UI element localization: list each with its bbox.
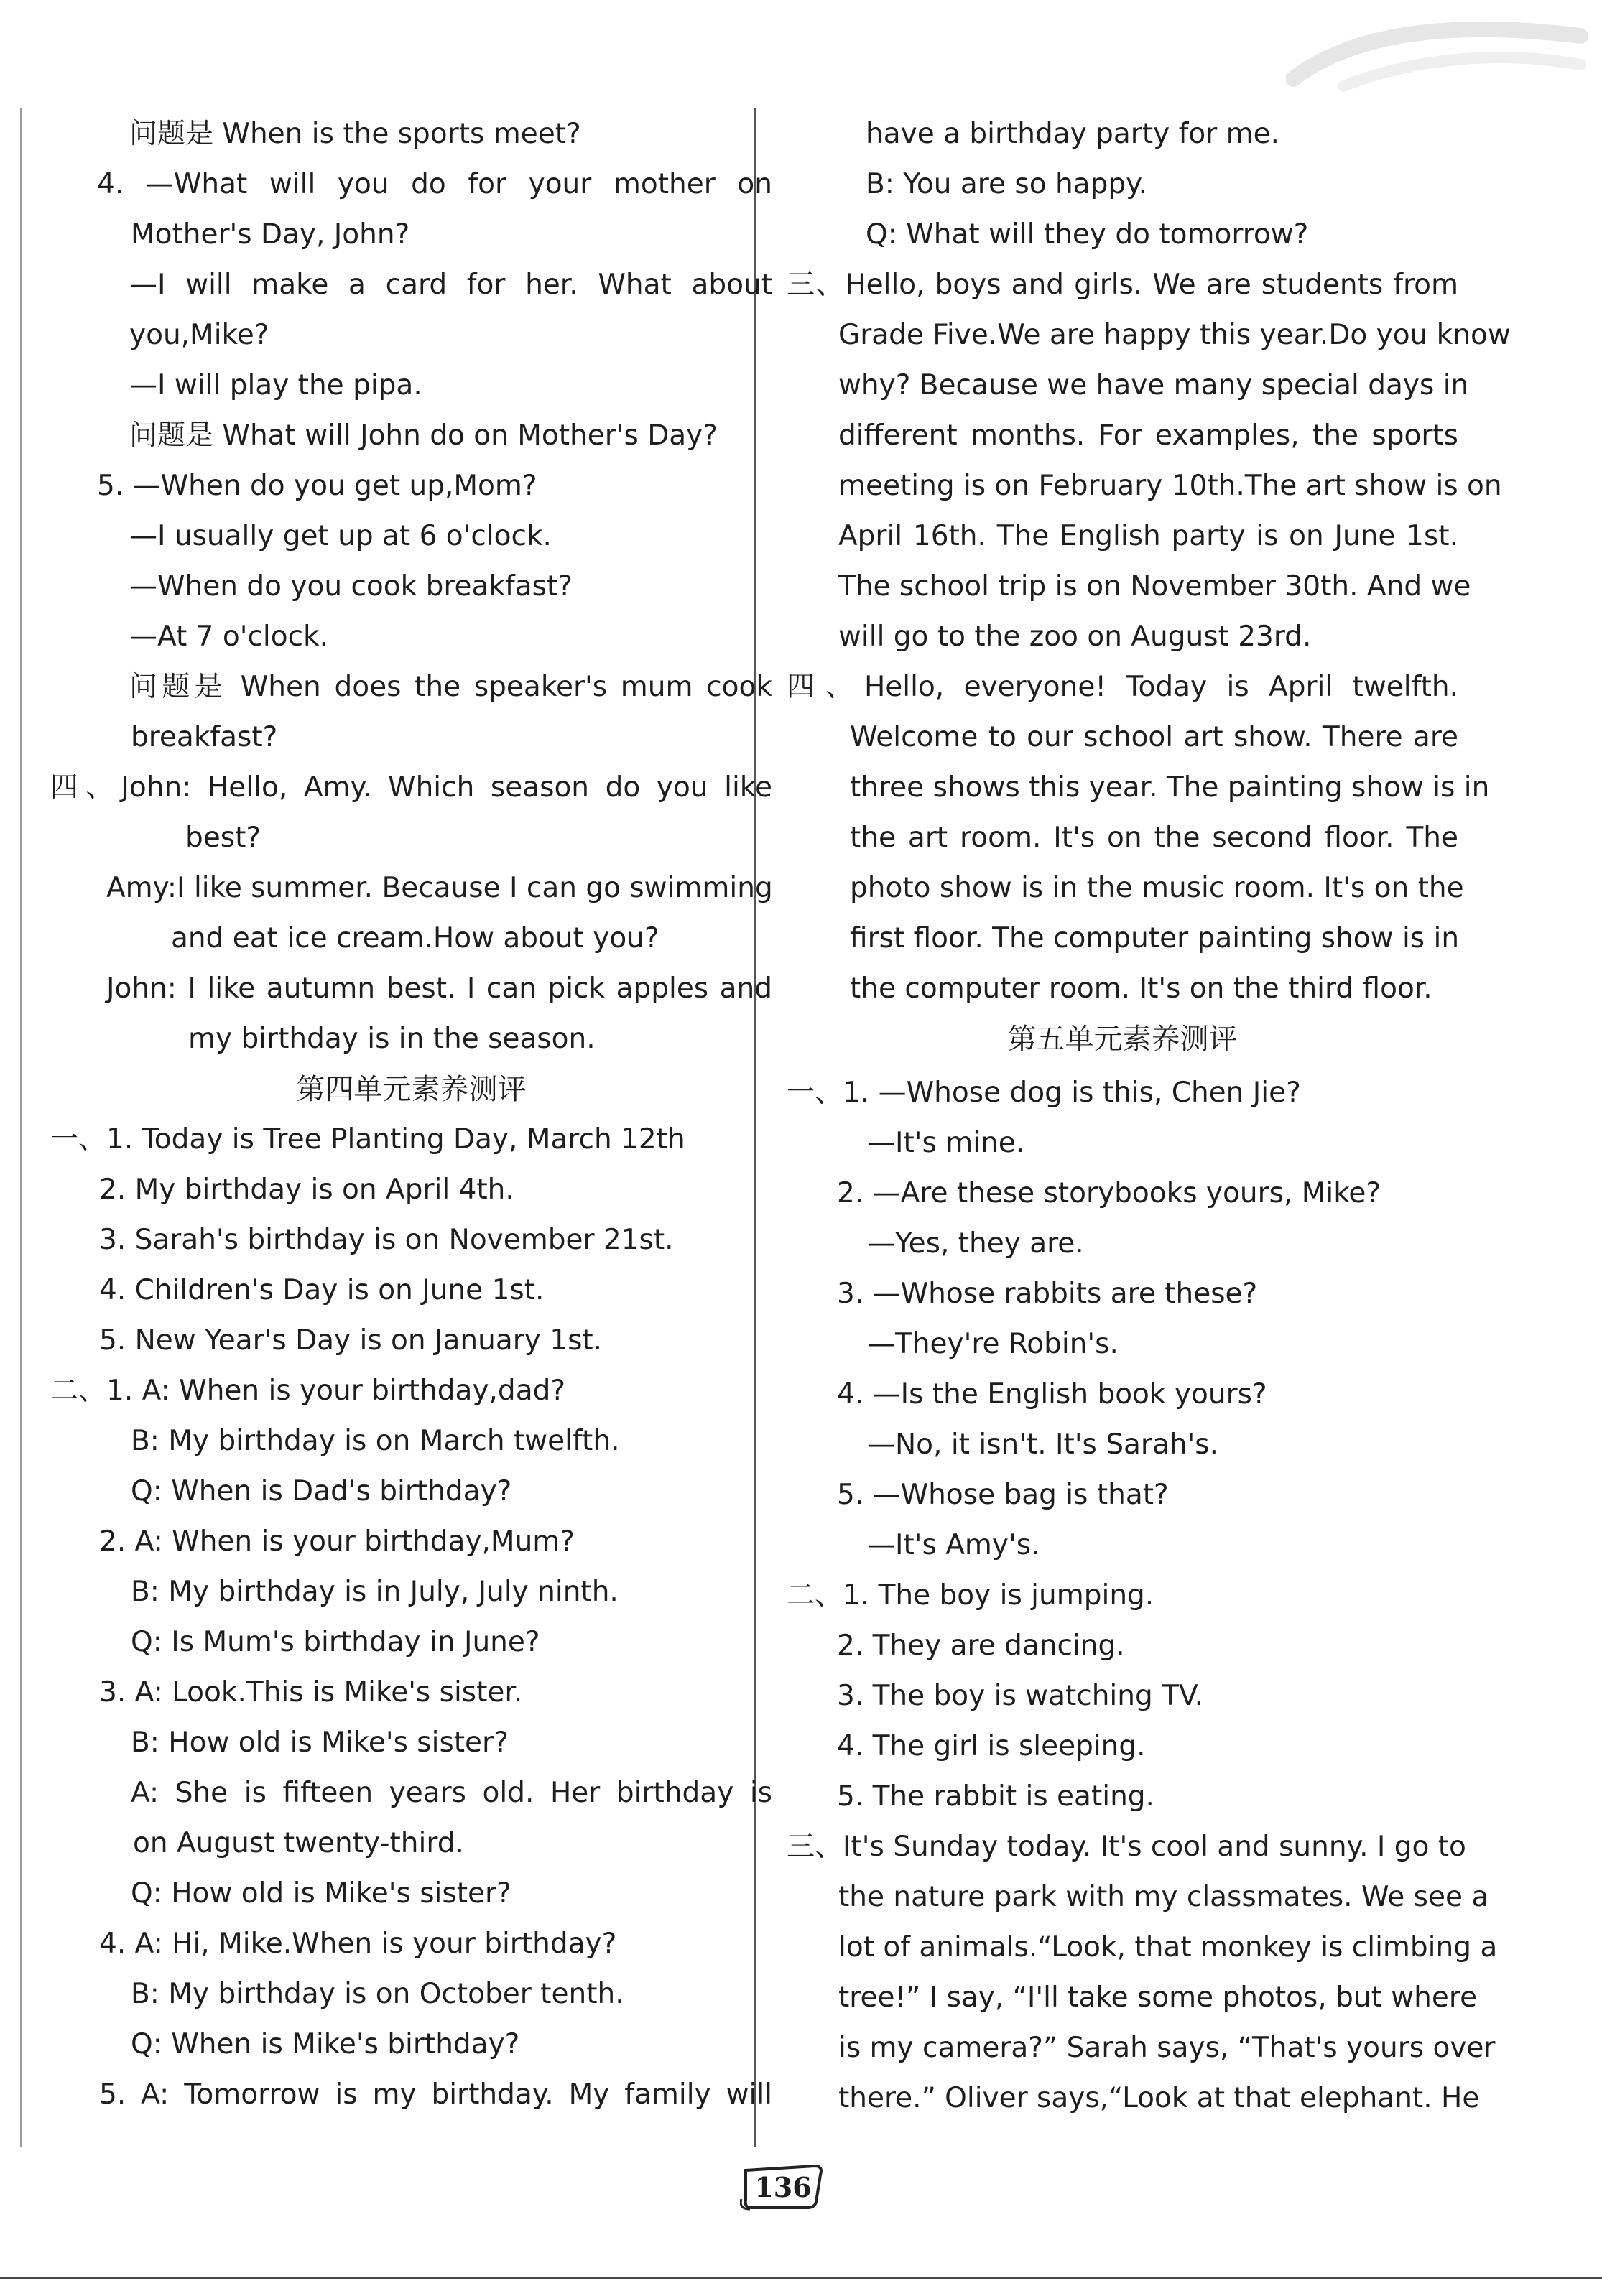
text-line: first floor. The computer painting show is in [850, 922, 1460, 954]
text-line: my birthday is in the season. [188, 1023, 596, 1055]
text-line: —They're Robin's. [867, 1328, 1119, 1360]
text-line: lot of animals.“Look, that monkey is climbing a [838, 1931, 1498, 1963]
text-line: 三、It's Sunday today. It's cool and sunny. I go to [787, 1831, 1466, 1863]
text-line: 4. —Is the English book yours? [837, 1378, 1267, 1410]
text-line: you,Mike? [129, 319, 269, 351]
text-line: and eat ice cream.How about you? [171, 922, 659, 954]
text-line: 一、1. Today is Tree Planting Day, March 12th [50, 1123, 685, 1156]
text-line: 3. A: Look.This is Mike's sister. [99, 1676, 523, 1709]
corner-watermark [1286, 14, 1588, 93]
text-line: 问题是 What will John do on Mother's Day? [129, 419, 718, 452]
text-line: have a birthday party for me. [866, 118, 1280, 150]
text-line: 4. The girl is sleeping. [837, 1730, 1146, 1762]
text-line: 5. —Whose bag is that? [837, 1479, 1169, 1511]
text-line: 4. A: Hi, Mike.When is your birthday? [99, 1928, 617, 1960]
text-line: The school trip is on November 30th. And we [838, 570, 1471, 603]
text-line: the nature park with my classmates. We see a [838, 1881, 1489, 1913]
text-line: 三、Hello, boys and girls. We are students from [787, 269, 1458, 301]
text-line: —Yes, they are. [867, 1227, 1084, 1260]
text-line: will go to the zoo on August 23rd. [838, 621, 1312, 653]
text-line: there.” Oliver says,“Look at that elephant. He [838, 2082, 1480, 2114]
text-line: B: My birthday is on March twelfth. [131, 1425, 620, 1457]
text-line: 5. A: Tomorrow is my birthday. My family will [99, 2078, 772, 2111]
text-line: Q: When is Dad's birthday? [131, 1475, 512, 1507]
text-line: three shows this year. The painting show is in [850, 771, 1490, 804]
text-line: Mother's Day, John? [131, 218, 410, 251]
text-line: A: She is fifteen years old. Her birthday is [131, 1777, 772, 1809]
text-line: the art room. It's on the second floor. The [850, 822, 1458, 854]
text-line: on August twenty-third. [133, 1827, 464, 1859]
text-line: 2. They are dancing. [837, 1630, 1125, 1662]
text-line: Q: Is Mum's birthday in June? [131, 1626, 540, 1658]
text-line: 一、1. —Whose dog is this, Chen Jie? [787, 1077, 1301, 1109]
text-line: 2. My birthday is on April 4th. [99, 1173, 514, 1206]
text-line: best? [185, 822, 261, 854]
text-line: tree!” I say, “I'll take some photos, but where [838, 1981, 1478, 2014]
section-title: 第五单元素养测评 [1007, 1023, 1238, 1056]
text-line: —No, it isn't. It's Sarah's. [867, 1428, 1219, 1461]
text-line: Q: How old is Mike's sister? [131, 1877, 511, 1910]
text-line: —At 7 o'clock. [129, 621, 329, 653]
text-line: —I will make a card for her. What about [129, 269, 772, 301]
text-line: 3. —Whose rabbits are these? [837, 1278, 1258, 1310]
text-line: 5. The rabbit is eating. [837, 1780, 1154, 1813]
text-line: 2. A: When is your birthday,Mum? [99, 1525, 575, 1558]
text-line: Welcome to our school art show. There are [850, 721, 1458, 753]
text-line: 3. The boy is watching TV. [837, 1680, 1204, 1712]
text-line: breakfast? [131, 721, 278, 753]
text-line: —It's mine. [867, 1127, 1025, 1159]
text-line: different months. For examples, the sports [838, 419, 1458, 452]
text-line: 5. New Year's Day is on January 1st. [99, 1324, 603, 1357]
text-line: —I will play the pipa. [129, 369, 422, 401]
text-line: 问题是 When is the sports meet? [129, 118, 581, 150]
bottom-rule [0, 2277, 1602, 2279]
text-line: the computer room. It's on the third floor. [850, 972, 1432, 1005]
text-line: B: How old is Mike's sister? [131, 1726, 509, 1759]
text-line: Q: When is Mike's birthday? [131, 2028, 520, 2060]
text-line: B: You are so happy. [866, 168, 1147, 200]
text-line: 四、John: Hello, Amy. Which season do you like [50, 771, 772, 804]
page-number: 136 [754, 2170, 812, 2203]
text-line: 2. —Are these storybooks yours, Mike? [837, 1177, 1381, 1209]
text-line: 3. Sarah's birthday is on November 21st. [99, 1224, 674, 1256]
text-line: Q: What will they do tomorrow? [866, 218, 1309, 251]
text-line: Amy:I like summer. Because I can go swimming [106, 872, 773, 904]
text-line: 5. —When do you get up,Mom? [97, 470, 537, 502]
text-line: 4. Children's Day is on June 1st. [99, 1274, 545, 1306]
page-number-badge [740, 2162, 826, 2212]
text-line: —I usually get up at 6 o'clock. [129, 520, 552, 552]
text-line: Grade Five.We are happy this year.Do you know [838, 319, 1511, 351]
text-line: April 16th. The English party is on June 1st. [838, 520, 1458, 552]
text-line: 二、1. The boy is jumping. [787, 1579, 1154, 1612]
text-line: B: My birthday is on October tenth. [131, 1978, 624, 2010]
text-line: 四、Hello, everyone! Today is April twelfth. [787, 671, 1458, 703]
text-line: John: I like autumn best. I can pick apples and [106, 972, 772, 1005]
text-line: why? Because we have many special days in [838, 369, 1469, 401]
text-line: 4. —What will you do for your mother on [97, 168, 772, 200]
text-line: meeting is on February 10th.The art show is on [838, 470, 1502, 502]
text-line: 二、1. A: When is your birthday,dad? [50, 1375, 566, 1407]
text-line: —It's Amy's. [867, 1529, 1040, 1561]
section-title: 第四单元素养测评 [296, 1073, 527, 1106]
text-line: B: My birthday is in July, July ninth. [131, 1576, 619, 1608]
text-line: 问题是 When does the speaker's mum cook [129, 671, 772, 703]
page-border-left [20, 108, 22, 2147]
text-line: photo show is in the music room. It's on the [850, 872, 1464, 904]
text-line: —When do you cook breakfast? [129, 570, 573, 603]
text-line: is my camera?” Sarah says, “That's yours over [838, 2032, 1496, 2064]
